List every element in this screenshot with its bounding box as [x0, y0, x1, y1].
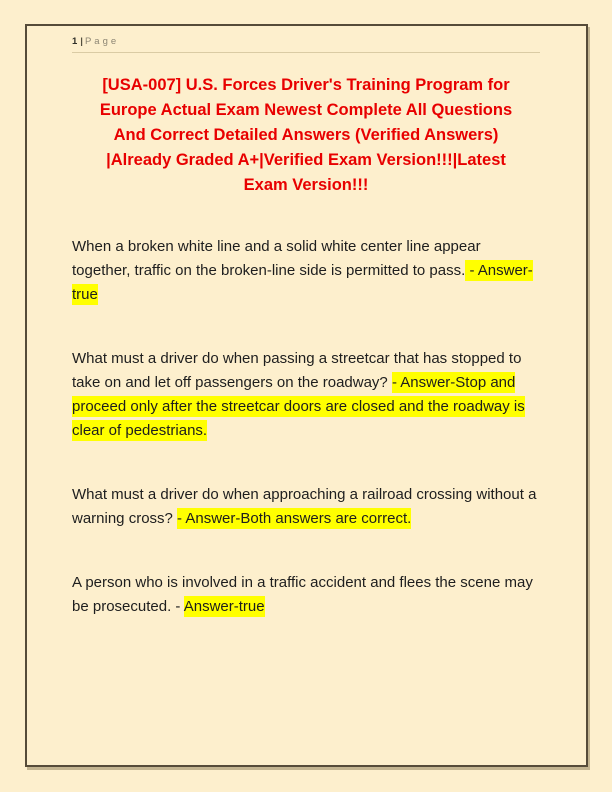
page-content — [72, 0, 540, 659]
page-header-separator: | — [80, 36, 83, 47]
title-line: |Already Graded A+|Verified Exam Version!!!|Latest — [106, 151, 506, 169]
question-paragraph — [72, 347, 540, 443]
question-paragraph — [72, 235, 540, 307]
page-number: 1 — [72, 36, 78, 47]
question-text: A person who is involved in a traffic accident and flees the scene may be prosecuted. - — [72, 574, 533, 615]
answer-highlight: - Answer-Both answers are correct. — [177, 510, 412, 527]
question-paragraph — [72, 483, 540, 531]
title-line: Europe Actual Exam Newest Complete All Questions — [99, 101, 513, 119]
title-line: [USA-007] U.S. Forces Driver's Training Program for — [102, 76, 510, 94]
title-line: And Correct Detailed Answers (Verified Answers) — [113, 126, 499, 144]
question-text: What must a driver do when passing a streetcar that has stopped to take on and let off passengers on the roadway? — [72, 350, 522, 391]
question-text: When a broken white line and a solid white center line appear together, traffic on the broken-line side is permitted to pass. — [72, 238, 481, 279]
questions-section — [72, 235, 540, 619]
answer-highlight: Answer-true — [183, 598, 265, 615]
page-label: Page — [84, 36, 120, 47]
question-paragraph — [72, 571, 540, 619]
title-line: Exam Version!!! — [243, 176, 369, 194]
page-header — [72, 36, 540, 53]
answer-highlight: - Answer-Stop and proceed only after the streetcar doors are closed and the roadway is clear of pedestrians. — [72, 374, 525, 439]
document-title — [72, 73, 540, 198]
answer-highlight: - Answer-true — [72, 262, 533, 303]
question-text: What must a driver do when approaching a railroad crossing without a warning cross? — [72, 486, 537, 527]
